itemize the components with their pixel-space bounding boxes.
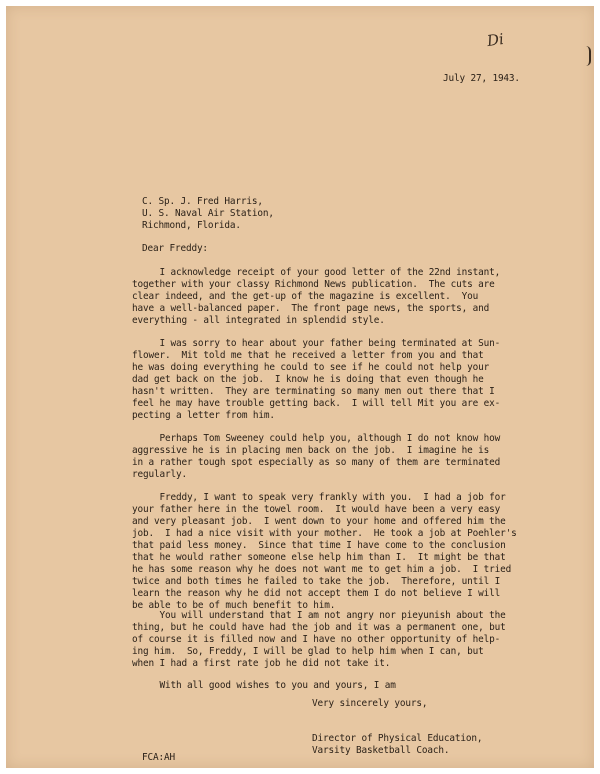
- typist-initials: FCA:AH: [142, 752, 175, 763]
- paragraph-4-line-1: Freddy, I want to speak very frankly with you. I had a job for: [132, 492, 506, 503]
- paragraph-1-line-3: clear indeed, and the get-up of the magazine is excellent. You: [132, 291, 479, 302]
- paragraph-4-line-10: be able to be of much benefit to him.: [132, 600, 336, 611]
- paragraph-1-line-1: I acknowledge receipt of your good letter of the 22nd instant,: [132, 267, 501, 278]
- paragraph-5-line-5: when I had a first rate job he did not take it.: [132, 658, 391, 669]
- paragraph-2-line-5: hasn't written. They are terminating so many men out there that I: [132, 386, 495, 397]
- letter-date: July 27, 1943.: [443, 73, 520, 84]
- paragraph-3-line-4: regularly.: [132, 469, 187, 480]
- paragraph-1-line-2: together with your classy Richmond News publication. The cuts are: [132, 279, 495, 290]
- paragraph-4-line-8: twice and both times he failed to take the job. Therefore, until I: [132, 576, 501, 587]
- paragraph-4-line-9: learn the reason why he did not accept them I do not believe I will: [132, 588, 501, 599]
- paragraph-3-line-3: in a rather tough spot especially as so many of them are terminated: [132, 457, 501, 468]
- paragraph-2-line-3: he was doing everything he could to see if he could not help your: [132, 362, 490, 373]
- paragraph-4-line-4: job. I had a nice visit with your mother. He took a job at Poehler's: [132, 528, 517, 539]
- paragraph-1-line-4: have a well-balanced paper. The front page news, the sports, and: [132, 303, 490, 314]
- paragraph-4-line-3: and very pleasant job. I went down to your home and offered him the: [132, 516, 506, 527]
- signature-title-2: Varsity Basketball Coach.: [312, 745, 450, 756]
- paragraph-3-line-1: Perhaps Tom Sweeney could help you, although I do not know how: [132, 433, 501, 444]
- paragraph-2-line-1: I was sorry to hear about your father being terminated at Sun-: [132, 338, 501, 349]
- closing: Very sincerely yours,: [312, 698, 428, 709]
- paragraph-5-line-3: of course it is filled now and I have no other opportunity of help-: [132, 634, 501, 645]
- handwritten-mark: Di: [485, 29, 505, 51]
- address-line-1: C. Sp. J. Fred Harris,: [142, 196, 263, 207]
- salutation: Dear Freddy:: [142, 243, 208, 254]
- address-line-3: Richmond, Florida.: [142, 220, 241, 231]
- handwritten-bracket: [586, 46, 591, 66]
- paragraph-4-line-6: that he would rather someone else help him than I. It might be that: [132, 552, 506, 563]
- paragraph-4-line-2: your father here in the towel room. It would have been a very easy: [132, 504, 501, 515]
- paragraph-4-line-5: that paid less money. Since that time I have come to the conclusion: [132, 540, 506, 551]
- paragraph-5-line-1: You will understand that I am not angry nor pieyunish about the: [132, 610, 506, 621]
- paragraph-2-line-2: flower. Mit told me that he received a letter from you and that: [132, 350, 484, 361]
- paragraph-5-line-4: ing him. So, Freddy, I will be glad to help him when I can, but: [132, 646, 484, 657]
- paragraph-3-line-2: aggressive he is in placing men back on the job. I imagine he is: [132, 445, 490, 456]
- address-line-2: U. S. Naval Air Station,: [142, 208, 274, 219]
- paragraph-2-line-6: feel he may have trouble getting back. I will tell Mit you are ex-: [132, 398, 501, 409]
- paragraph-2-line-4: dad get back on the job. I know he is doing that even though he: [132, 374, 484, 385]
- signature-title-1: Director of Physical Education,: [312, 733, 483, 744]
- paragraph-4-line-7: he has some reason why he does not want me to get him a job. I tried: [132, 564, 512, 575]
- paragraph-1-line-5: everything - all integrated in splendid style.: [132, 315, 385, 326]
- paragraph-5-line-2: thing, but he could have had the job and it was a permanent one, but: [132, 622, 506, 633]
- closing-wish: With all good wishes to you and yours, I am: [132, 680, 396, 691]
- paragraph-2-line-7: pecting a letter from him.: [132, 410, 275, 421]
